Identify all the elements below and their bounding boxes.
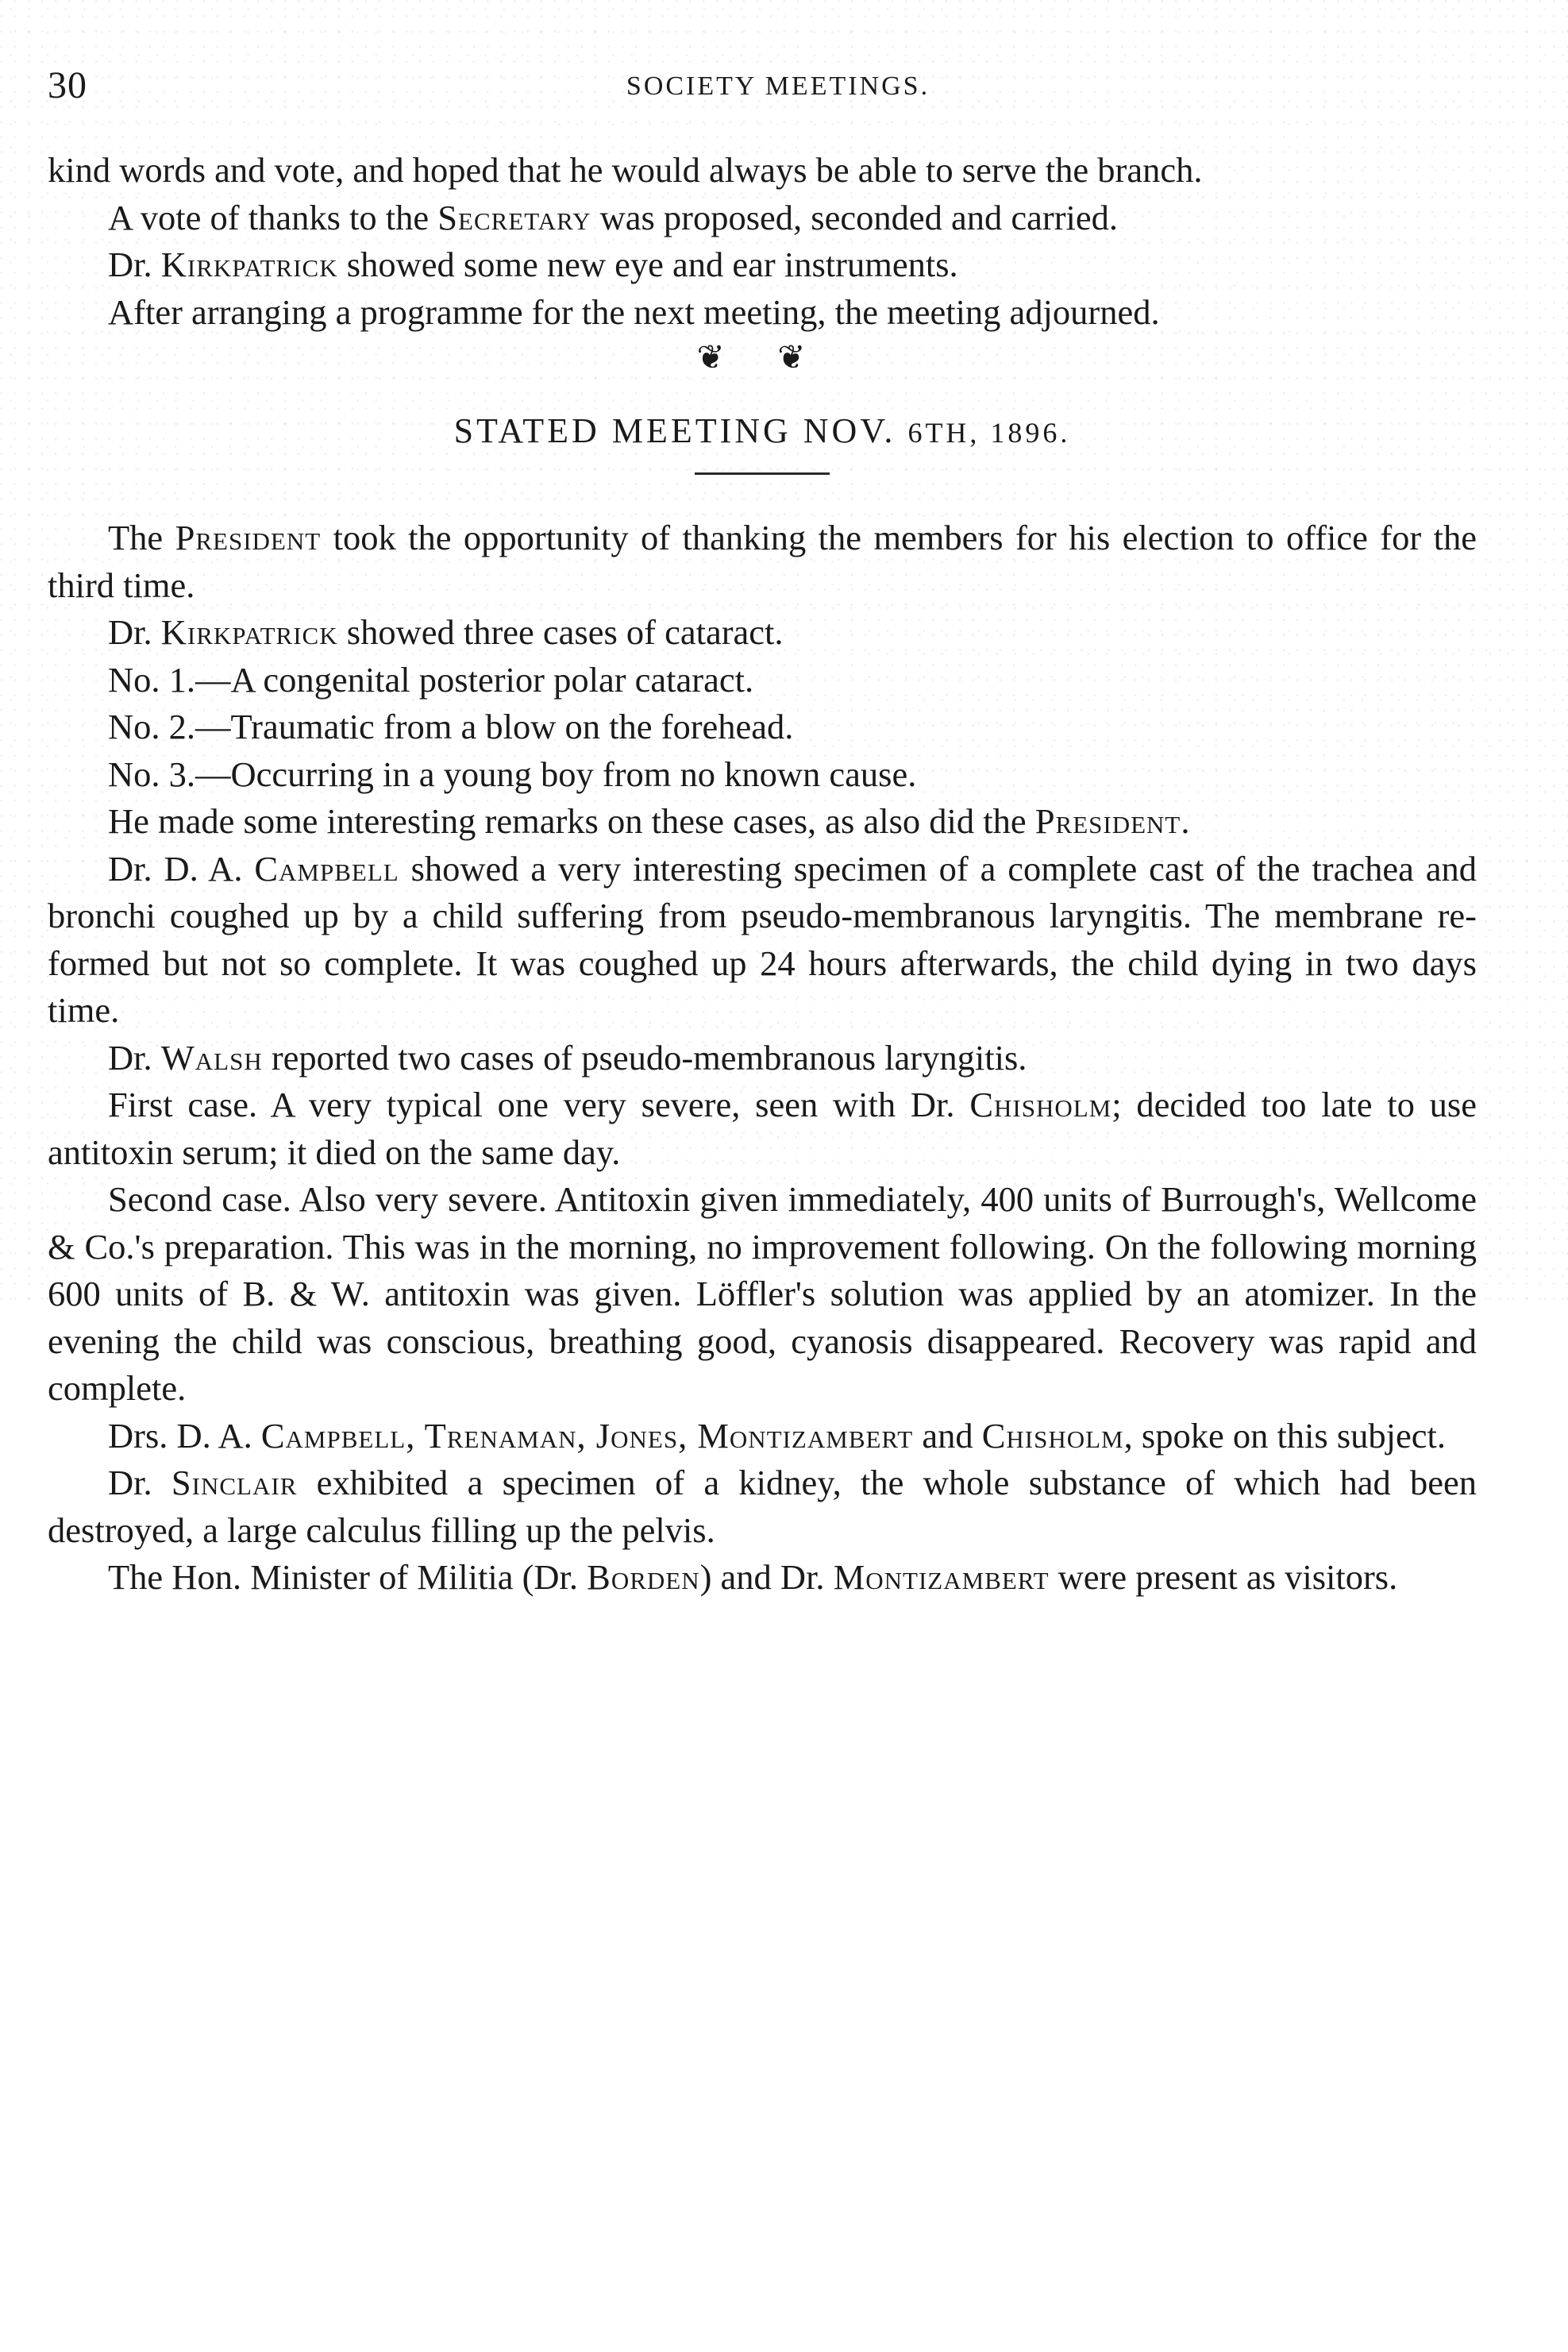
paragraph: First case. A very typical one very severe, seen with Dr. Chisholm; decided too late to use antitoxin serum; it died on the same day.	[48, 1085, 1477, 1172]
person-name: Campbell	[254, 848, 399, 889]
paragraph: Dr. Kirkpatrick showed some new eye and ear instruments.	[108, 245, 958, 284]
paragraph: Second case. Also very severe. Antitoxin given immediately, 400 units of Burrough's, Wellcome & Co.'s preparation. This was in the morning, no improvement following. On the following morning 600 units of B. & W. antitoxin was given. Löffler's solution was applied by an atomizer. In the evening the child was conscious, breathing good, cyanosis disappeared. Recovery was rapid and complete.	[48, 1179, 1477, 1408]
paragraph: The Hon. Minister of Militia (Dr. Borden) and Dr. Montizambert were present as visitors.	[108, 1557, 1398, 1597]
page-number: 30	[48, 64, 87, 106]
paragraph: Drs. D. A. Campbell, Trenaman, Jones, Montizambert and Chisholm, spoke on this subject.	[108, 1415, 1447, 1456]
case-item: No. 2.—Traumatic from a blow on the forehead.	[108, 707, 794, 746]
person-name: President	[175, 518, 322, 557]
person-name: Kirkpatrick	[160, 245, 338, 284]
person-name: Chisholm	[969, 1085, 1112, 1124]
continuation-paragraph: kind words and vote, and hoped that he would always be able to serve the branch.	[48, 150, 1203, 190]
paragraph: Dr. Kirkpatrick showed three cases of cataract.	[108, 612, 784, 652]
page-header	[48, 64, 1508, 111]
person-name: Chisholm	[981, 1415, 1124, 1456]
paragraph: Dr. Sinclair exhibited a specimen of a kidney, the whole substance of which had been destroyed, a large calculus filling up the pelvis.	[48, 1463, 1477, 1550]
paragraph: Dr. Walsh reported two cases of pseudo-membranous laryngitis.	[108, 1037, 1027, 1078]
ornament-divider: ❦ ❦	[696, 340, 828, 376]
paragraph: After arranging a programme for the next meeting, the meeting adjourned.	[108, 291, 1160, 332]
running-head: SOCIETY MEETINGS.	[626, 71, 930, 101]
paragraph: He made some interesting remarks on these cases, as also did the President.	[108, 801, 1191, 841]
person-name: Kirkpatrick	[160, 612, 338, 652]
person-name: President.	[1034, 801, 1191, 841]
person-name: Sinclair	[171, 1463, 298, 1502]
case-item: No. 1.—A congenital posterior polar cataract.	[108, 659, 754, 700]
person-name: Walsh	[160, 1037, 263, 1078]
heading-rule	[695, 472, 830, 475]
section-heading: STATED MEETING NOV. 6TH, 1896.	[453, 411, 1071, 450]
person-name: Secretary	[437, 197, 591, 237]
paragraph: Dr. D. A. Campbell showed a very interesting specimen of a complete cast of the trachea and bronchi coughed up by a child suffering from pseudo-membranous laryngitis. The membrane re-formed but not so complete. It was coughed up 24 hours afterwards, the child dying in two days time.	[48, 848, 1477, 1030]
body-text	[48, 147, 1477, 1602]
case-item: No. 3.—Occurring in a young boy from no known cause.	[108, 754, 917, 794]
person-name: Montizambert	[833, 1557, 1050, 1597]
heading-date: 6TH, 1896.	[907, 417, 1071, 449]
person-name: Borden	[587, 1557, 700, 1597]
paragraph: A vote of thanks to the Secretary was proposed, seconded and carried.	[108, 197, 1118, 237]
person-names: Campbell, Trenaman, Jones, Montizambert	[260, 1415, 914, 1456]
paragraph: The President took the opportunity of thanking the members for his election to office for the third time.	[48, 518, 1477, 605]
